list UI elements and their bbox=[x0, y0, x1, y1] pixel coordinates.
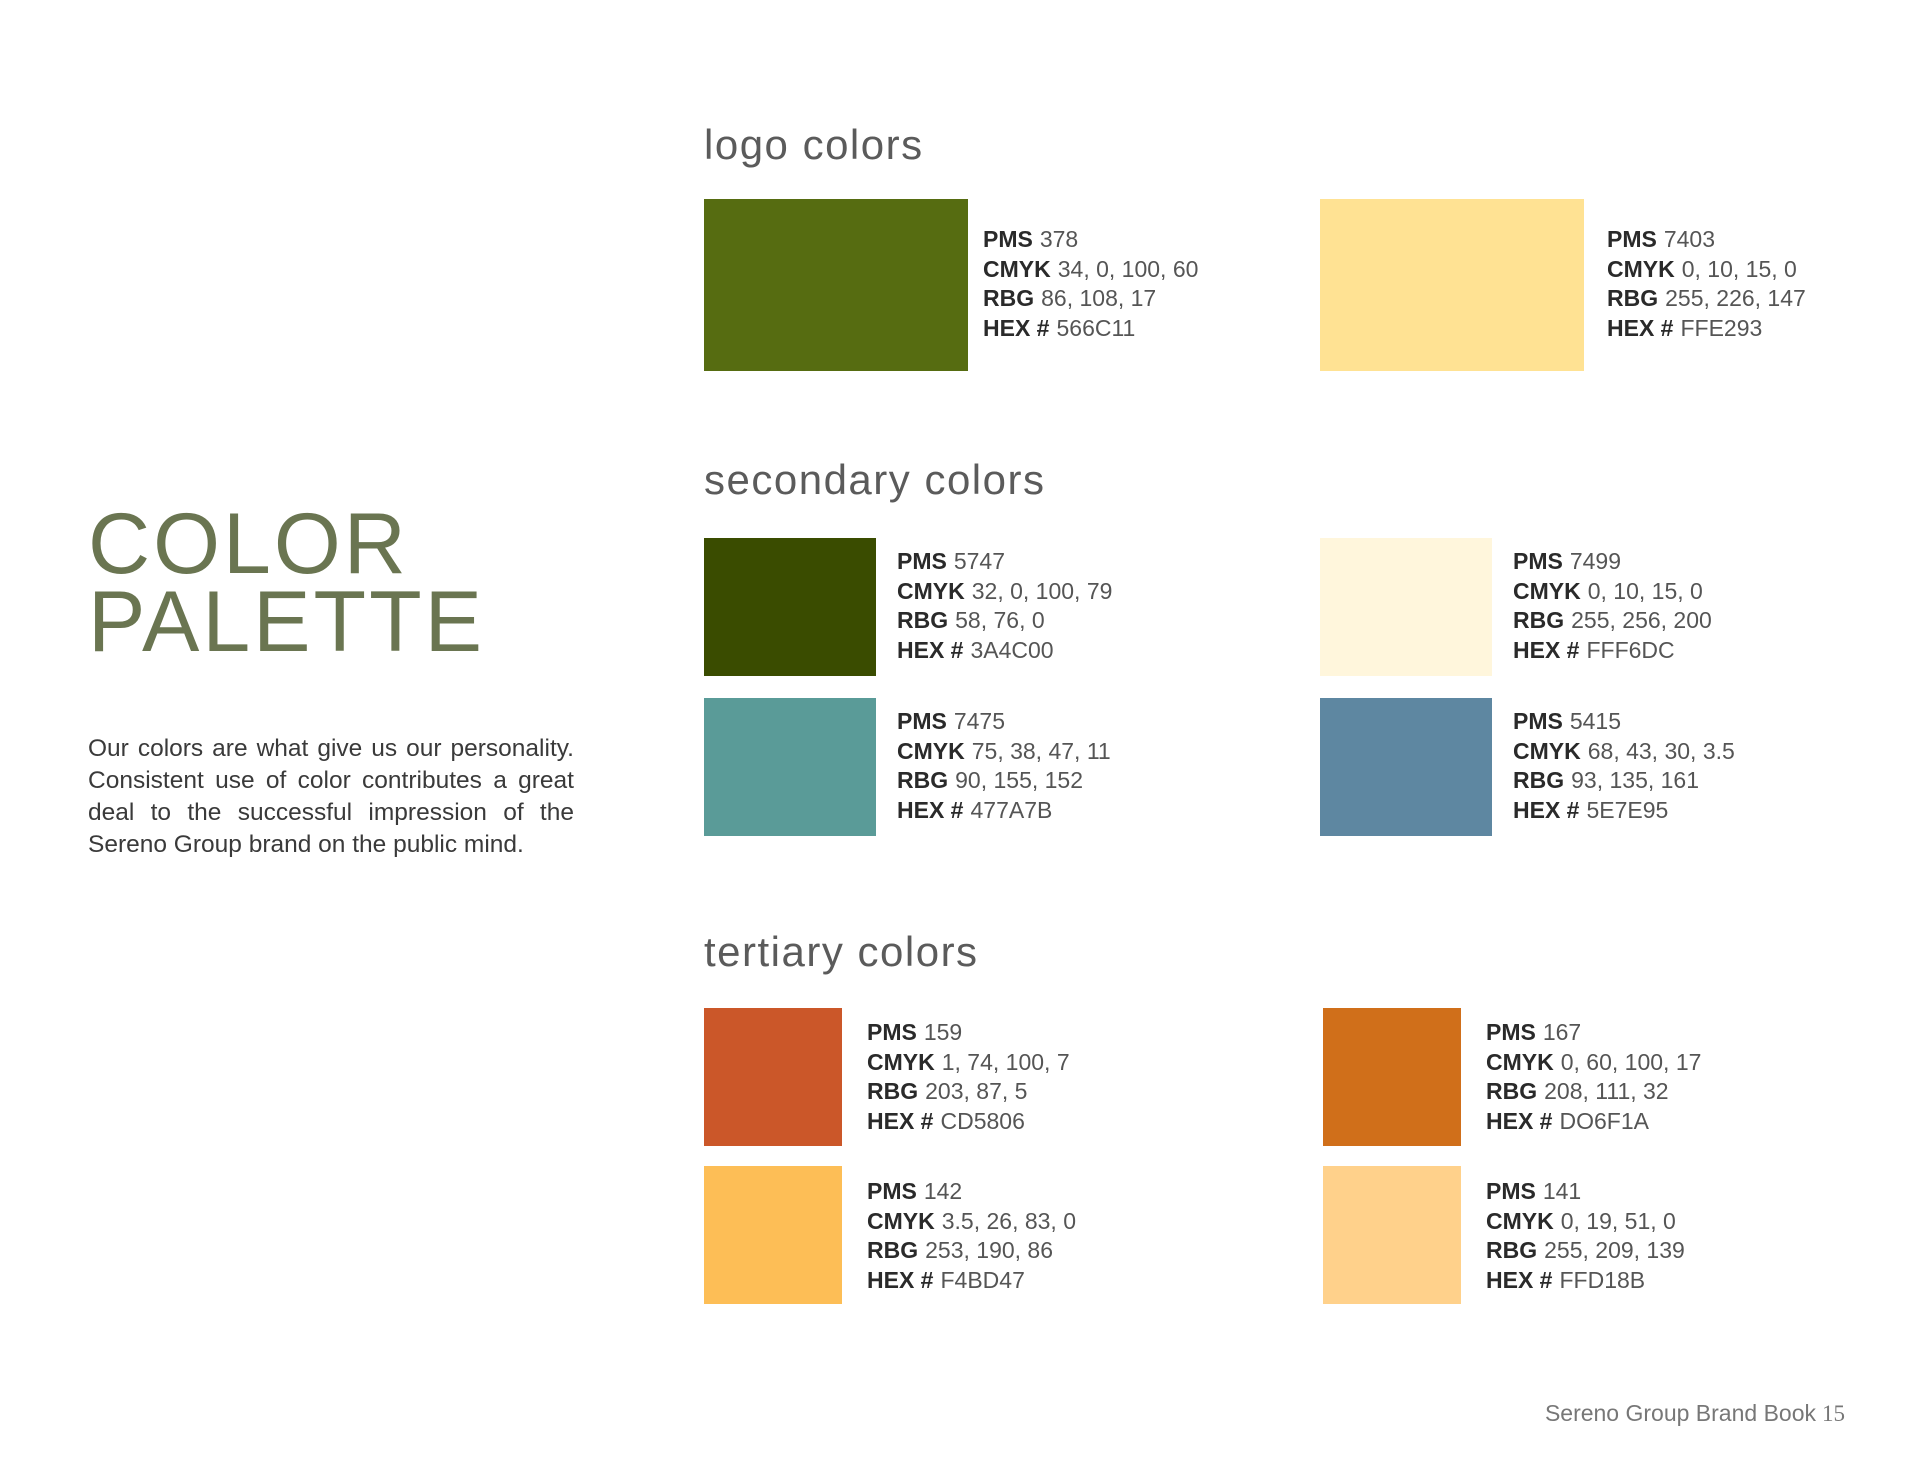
spec-value-pms: 7403 bbox=[1663, 226, 1716, 252]
spec-label-rbg: RBG bbox=[1486, 1237, 1538, 1263]
color-swatch bbox=[1320, 698, 1492, 836]
spec-label-cmyk: CMYK bbox=[867, 1048, 935, 1075]
color-spec bbox=[867, 1018, 1070, 1136]
spec-value-rbg: 58, 76, 0 bbox=[955, 607, 1045, 633]
color-swatch bbox=[1323, 1166, 1461, 1304]
spec-value-pms: 7499 bbox=[1569, 548, 1622, 574]
spec-value-pms: 7475 bbox=[953, 708, 1006, 734]
spec-row-cmyk bbox=[1513, 577, 1712, 607]
color-swatch bbox=[704, 1166, 842, 1304]
spec-value-hex: FFF6DC bbox=[1586, 636, 1675, 663]
spec-label-pms: PMS bbox=[983, 226, 1033, 252]
spec-value-cmyk: 0, 19, 51, 0 bbox=[1560, 1207, 1676, 1234]
spec-row-rbg bbox=[1486, 1236, 1685, 1266]
spec-value-hex: 3A4C00 bbox=[970, 636, 1054, 663]
spec-row-pms bbox=[983, 225, 1198, 255]
color-spec bbox=[867, 1177, 1076, 1295]
spec-label-cmyk: CMYK bbox=[1607, 255, 1675, 282]
spec-value-hex: 566C11 bbox=[1056, 314, 1136, 341]
spec-row-cmyk bbox=[1486, 1048, 1701, 1078]
spec-label-rbg: RBG bbox=[867, 1237, 919, 1263]
spec-label-pms: PMS bbox=[1486, 1019, 1536, 1045]
spec-label-hex: HEX # bbox=[983, 314, 1050, 341]
spec-value-rbg: 90, 155, 152 bbox=[955, 767, 1084, 793]
spec-row-pms bbox=[897, 547, 1112, 577]
spec-row-rbg bbox=[867, 1236, 1076, 1266]
spec-value-pms: 159 bbox=[923, 1019, 963, 1045]
spec-row-cmyk bbox=[897, 737, 1111, 767]
spec-label-pms: PMS bbox=[1513, 548, 1563, 574]
spec-row-hex bbox=[1607, 314, 1806, 344]
spec-label-rbg: RBG bbox=[1607, 285, 1659, 311]
spec-label-pms: PMS bbox=[867, 1178, 917, 1204]
page-number: 15 bbox=[1822, 1401, 1845, 1426]
spec-value-rbg: 86, 108, 17 bbox=[1041, 285, 1157, 311]
spec-value-cmyk: 0, 10, 15, 0 bbox=[1681, 255, 1797, 282]
spec-label-hex: HEX # bbox=[897, 636, 964, 663]
spec-value-rbg: 255, 256, 200 bbox=[1571, 607, 1712, 633]
spec-label-hex: HEX # bbox=[1486, 1107, 1553, 1134]
intro-paragraph: Our colors are what give us our personality. Consistent use of color contributes a great deal to the successful impression of the Sereno Group brand on the public mind. bbox=[88, 735, 574, 858]
spec-row-cmyk bbox=[897, 577, 1112, 607]
spec-row-hex bbox=[1486, 1266, 1685, 1296]
spec-value-hex: CD5806 bbox=[940, 1107, 1025, 1134]
spec-row-cmyk bbox=[867, 1048, 1070, 1078]
color-spec bbox=[1486, 1018, 1701, 1136]
spec-label-cmyk: CMYK bbox=[1513, 577, 1581, 604]
color-swatch bbox=[704, 698, 876, 836]
spec-value-hex: 477A7B bbox=[970, 796, 1053, 823]
spec-label-cmyk: CMYK bbox=[1486, 1207, 1554, 1234]
spec-row-hex bbox=[1513, 796, 1735, 826]
spec-value-pms: 167 bbox=[1542, 1019, 1582, 1045]
spec-label-cmyk: CMYK bbox=[897, 577, 965, 604]
spec-label-pms: PMS bbox=[1486, 1178, 1536, 1204]
spec-row-pms bbox=[867, 1177, 1076, 1207]
spec-label-hex: HEX # bbox=[1607, 314, 1674, 341]
page-title-line-1: COLOR bbox=[88, 496, 409, 592]
spec-row-pms bbox=[1513, 547, 1712, 577]
spec-row-hex bbox=[897, 636, 1112, 666]
spec-row-cmyk bbox=[983, 255, 1198, 285]
spec-row-hex bbox=[867, 1266, 1076, 1296]
footer-title: Sereno Group Brand Book bbox=[1544, 1400, 1816, 1426]
spec-row-rbg bbox=[1486, 1077, 1701, 1107]
spec-value-rbg: 93, 135, 161 bbox=[1571, 767, 1700, 793]
spec-row-pms bbox=[1486, 1177, 1685, 1207]
spec-row-pms bbox=[867, 1018, 1070, 1048]
spec-row-hex bbox=[983, 314, 1198, 344]
spec-value-pms: 142 bbox=[923, 1178, 963, 1204]
spec-label-hex: HEX # bbox=[867, 1107, 934, 1134]
spec-value-hex: FFD18B bbox=[1559, 1266, 1646, 1293]
spec-label-hex: HEX # bbox=[1486, 1266, 1553, 1293]
spec-value-hex: DO6F1A bbox=[1559, 1107, 1649, 1134]
spec-value-pms: 378 bbox=[1039, 226, 1079, 252]
spec-label-pms: PMS bbox=[1607, 226, 1657, 252]
spec-value-cmyk: 68, 43, 30, 3.5 bbox=[1587, 737, 1735, 764]
spec-value-cmyk: 34, 0, 100, 60 bbox=[1057, 255, 1199, 282]
spec-value-cmyk: 1, 74, 100, 7 bbox=[941, 1048, 1070, 1075]
spec-row-cmyk bbox=[867, 1207, 1076, 1237]
color-spec bbox=[897, 707, 1111, 825]
spec-label-rbg: RBG bbox=[1513, 607, 1565, 633]
spec-value-pms: 141 bbox=[1542, 1178, 1582, 1204]
spec-label-pms: PMS bbox=[897, 548, 947, 574]
spec-row-pms bbox=[897, 707, 1111, 737]
spec-row-pms bbox=[1607, 225, 1806, 255]
spec-row-pms bbox=[1513, 707, 1735, 737]
spec-row-hex bbox=[897, 796, 1111, 826]
spec-value-cmyk: 75, 38, 47, 11 bbox=[971, 737, 1111, 764]
color-swatch bbox=[704, 199, 968, 371]
spec-row-rbg bbox=[1513, 606, 1712, 636]
page-title-line-2: PALETTE bbox=[88, 574, 485, 670]
spec-row-cmyk bbox=[1486, 1207, 1685, 1237]
spec-label-pms: PMS bbox=[867, 1019, 917, 1045]
spec-row-rbg bbox=[1607, 284, 1806, 314]
color-swatch bbox=[1323, 1008, 1461, 1146]
spec-label-hex: HEX # bbox=[897, 796, 964, 823]
spec-row-hex bbox=[1513, 636, 1712, 666]
spec-label-cmyk: CMYK bbox=[1513, 737, 1581, 764]
spec-value-rbg: 203, 87, 5 bbox=[925, 1078, 1028, 1104]
spec-row-hex bbox=[867, 1107, 1070, 1137]
secondary-colors-heading: secondary colors bbox=[704, 456, 1046, 503]
spec-value-hex: FFE293 bbox=[1680, 314, 1763, 341]
spec-label-hex: HEX # bbox=[1513, 796, 1580, 823]
spec-label-rbg: RBG bbox=[867, 1078, 919, 1104]
color-swatch bbox=[1320, 538, 1492, 676]
spec-value-pms: 5747 bbox=[953, 548, 1006, 574]
spec-value-hex: F4BD47 bbox=[940, 1266, 1025, 1293]
spec-row-rbg bbox=[897, 606, 1112, 636]
spec-row-rbg bbox=[867, 1077, 1070, 1107]
tertiary-colors-heading: tertiary colors bbox=[704, 928, 979, 975]
color-swatch bbox=[704, 1008, 842, 1146]
color-spec bbox=[1607, 225, 1806, 343]
spec-label-rbg: RBG bbox=[1486, 1078, 1538, 1104]
spec-value-cmyk: 0, 10, 15, 0 bbox=[1587, 577, 1703, 604]
color-spec bbox=[1513, 707, 1735, 825]
color-swatch bbox=[704, 538, 876, 676]
spec-label-cmyk: CMYK bbox=[1486, 1048, 1554, 1075]
spec-value-cmyk: 0, 60, 100, 17 bbox=[1560, 1048, 1702, 1075]
spec-label-hex: HEX # bbox=[1513, 636, 1580, 663]
spec-row-cmyk bbox=[1513, 737, 1735, 767]
spec-value-rbg: 253, 190, 86 bbox=[925, 1237, 1054, 1263]
spec-row-rbg bbox=[897, 766, 1111, 796]
color-spec bbox=[897, 547, 1112, 665]
logo-colors-heading: logo colors bbox=[704, 121, 924, 168]
spec-label-hex: HEX # bbox=[867, 1266, 934, 1293]
page-footer bbox=[1545, 1400, 1845, 1427]
color-spec bbox=[983, 225, 1198, 343]
page-title bbox=[88, 496, 485, 670]
spec-label-pms: PMS bbox=[897, 708, 947, 734]
spec-value-rbg: 208, 111, 32 bbox=[1544, 1078, 1669, 1104]
color-spec bbox=[1486, 1177, 1685, 1295]
spec-label-cmyk: CMYK bbox=[983, 255, 1051, 282]
spec-label-rbg: RBG bbox=[897, 607, 949, 633]
spec-value-cmyk: 32, 0, 100, 79 bbox=[971, 577, 1113, 604]
spec-label-rbg: RBG bbox=[897, 767, 949, 793]
spec-row-hex bbox=[1486, 1107, 1701, 1137]
spec-value-hex: 5E7E95 bbox=[1586, 796, 1669, 823]
spec-value-pms: 5415 bbox=[1569, 708, 1622, 734]
spec-label-cmyk: CMYK bbox=[897, 737, 965, 764]
spec-row-pms bbox=[1486, 1018, 1701, 1048]
spec-row-rbg bbox=[1513, 766, 1735, 796]
spec-label-pms: PMS bbox=[1513, 708, 1563, 734]
spec-row-cmyk bbox=[1607, 255, 1806, 285]
color-spec bbox=[1513, 547, 1712, 665]
spec-label-cmyk: CMYK bbox=[867, 1207, 935, 1234]
spec-value-rbg: 255, 209, 139 bbox=[1544, 1237, 1685, 1263]
spec-label-rbg: RBG bbox=[983, 285, 1035, 311]
spec-value-rbg: 255, 226, 147 bbox=[1665, 285, 1806, 311]
spec-value-cmyk: 3.5, 26, 83, 0 bbox=[941, 1207, 1077, 1234]
spec-row-rbg bbox=[983, 284, 1198, 314]
color-swatch bbox=[1320, 199, 1584, 371]
spec-label-rbg: RBG bbox=[1513, 767, 1565, 793]
